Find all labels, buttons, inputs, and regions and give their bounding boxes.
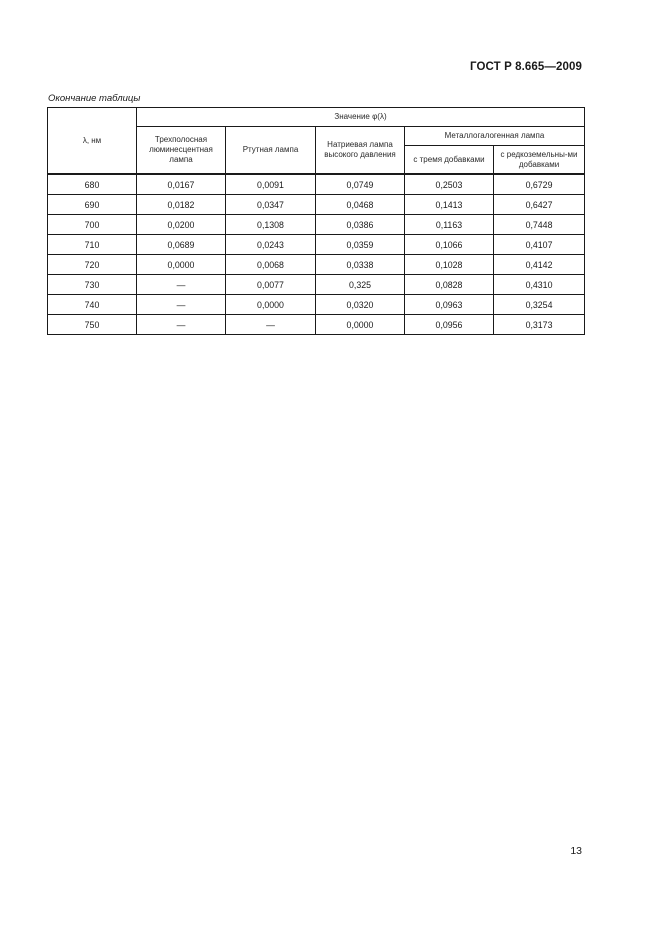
table-cell: 690 [48,195,137,215]
table-cell: 0,0338 [316,255,405,275]
table-cell: — [226,315,316,335]
table-cell: 720 [48,255,137,275]
metal-halide-three-additives-header: с тремя добавками [405,146,494,175]
table-cell: 0,0000 [316,315,405,335]
table-cell: 0,0091 [226,174,316,195]
table-cell: — [137,295,226,315]
table-row [48,235,585,255]
table-cell: 0,2503 [405,174,494,195]
metal-halide-lamp-header: Металлогалогенная лампа [405,127,585,146]
table-cell: 0,1413 [405,195,494,215]
table-cell: 0,0347 [226,195,316,215]
sodium-lamp-header: Натриевая лампа высокого давления [316,127,405,175]
table-cell: 0,1308 [226,215,316,235]
table-cell: 0,0386 [316,215,405,235]
table-cell: 730 [48,275,137,295]
table-cell: 0,0000 [137,255,226,275]
table-cell: 740 [48,295,137,315]
table-cell: 0,0828 [405,275,494,295]
table-cell: 0,0468 [316,195,405,215]
table-cell: 710 [48,235,137,255]
table-row [48,255,585,275]
table-cell: — [137,275,226,295]
value-header: Значение φ(λ) [137,108,585,127]
page-number: 13 [570,845,582,857]
table-cell: 0,0963 [405,295,494,315]
table-cell: 0,6427 [494,195,585,215]
table-cell: 0,0077 [226,275,316,295]
table-cell: 0,4107 [494,235,585,255]
spectral-table [47,107,585,335]
table-row [48,295,585,315]
table-cell: 0,6729 [494,174,585,195]
table-cell: 0,4310 [494,275,585,295]
table-cell: 0,0956 [405,315,494,335]
table-cell: 0,1066 [405,235,494,255]
table-cell: 0,7448 [494,215,585,235]
table-cell: 0,0000 [226,295,316,315]
table-cell: 0,4142 [494,255,585,275]
table-cell: 0,0167 [137,174,226,195]
table-cell: 0,0182 [137,195,226,215]
table-cell: 0,0320 [316,295,405,315]
table-cell: 680 [48,174,137,195]
table-cell: 0,3173 [494,315,585,335]
table-cell: 0,0200 [137,215,226,235]
three-band-lamp-header: Трехполосная люминесцентная лампа [137,127,226,175]
mercury-lamp-header: Ртутная лампа [226,127,316,175]
table-row [48,195,585,215]
table-cell: 0,0689 [137,235,226,255]
table-cell: — [137,315,226,335]
table-cell: 0,0749 [316,174,405,195]
table-cell: 0,0068 [226,255,316,275]
table-row [48,315,585,335]
table-cell: 0,325 [316,275,405,295]
table-cell: 0,0243 [226,235,316,255]
table-cell: 0,1163 [405,215,494,235]
table-row [48,174,585,195]
table-row [48,215,585,235]
table-cell: 0,3254 [494,295,585,315]
table-caption: Окончание таблицы [48,93,141,104]
wavelength-header: λ, нм [48,108,137,175]
metal-halide-rare-earth-header: с редкоземельны-ми добавками [494,146,585,175]
document-code: ГОСТ Р 8.665—2009 [470,61,582,73]
table-cell: 750 [48,315,137,335]
table-row [48,275,585,295]
table-cell: 700 [48,215,137,235]
table-cell: 0,0359 [316,235,405,255]
table-cell: 0,1028 [405,255,494,275]
